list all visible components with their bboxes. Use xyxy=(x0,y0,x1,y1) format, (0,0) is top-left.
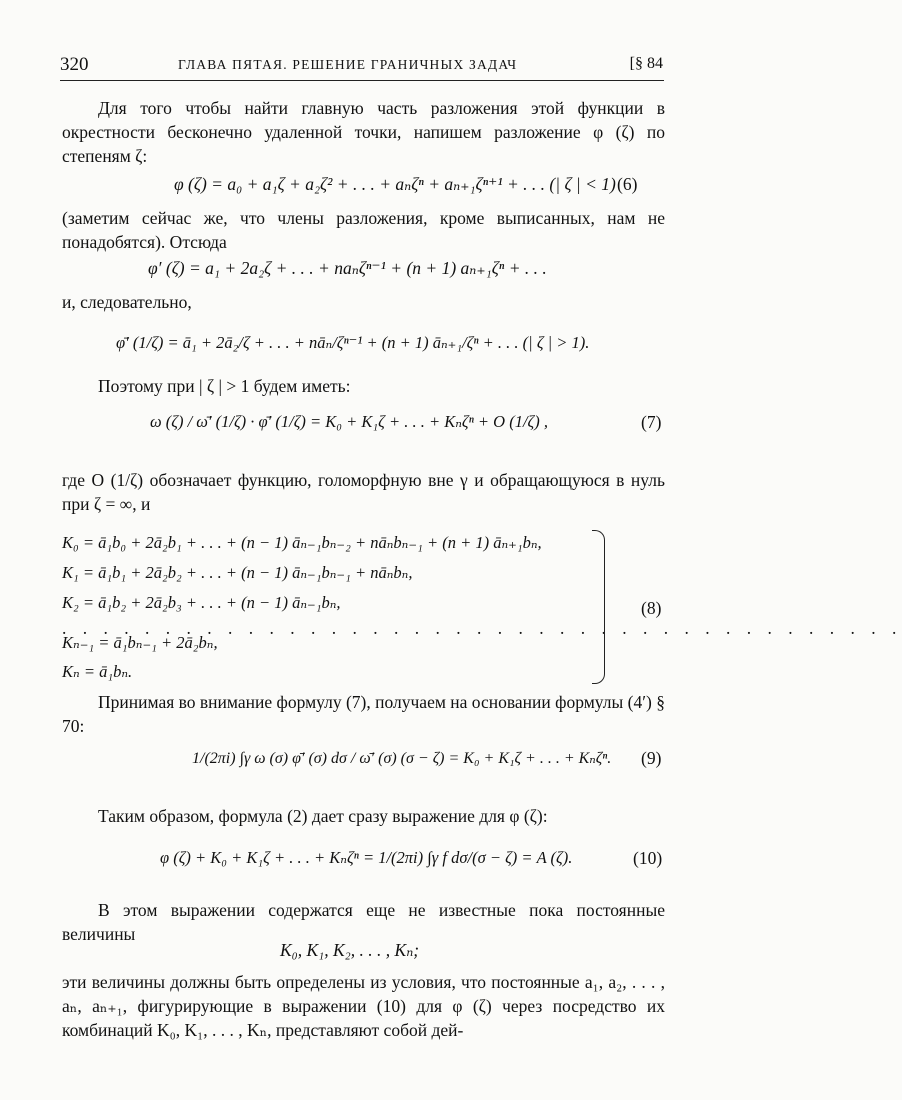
dots-row: . . . . . . . . . . . . . . . . . . . . . . . . . . . . . . . . . . . . . . . . . xyxy=(62,618,902,638)
paragraph-taking-into-account: Принимая во внимание формулу (7), получаем на основании формулы (4′) § 70: xyxy=(62,692,665,736)
k-line-2: K₂ = ā₁b₂ + 2ā₂b₃ + . . . + (n − 1) āₙ₋₁bₙ, xyxy=(62,593,341,612)
paragraph-where: где O (1/ζ) обозначает функцию, голоморфную вне γ и обращающуюся в нуль при ζ = ∞, и xyxy=(62,470,665,514)
page-number: 320 xyxy=(60,54,89,75)
header-rule xyxy=(60,80,664,81)
running-title: ГЛАВА ПЯТАЯ. РЕШЕНИЕ ГРАНИЧНЫХ ЗАДАЧ xyxy=(178,57,518,72)
equation-7: ω (ζ) / ω̄′ (1/ζ) · φ̄′ (1/ζ) = K₀ + K₁ζ + . . . + Kₙζⁿ + O (1/ζ) , xyxy=(150,412,548,431)
equation-number-10: (10) xyxy=(633,848,663,868)
paragraph-therefore: Поэтому при | ζ | > 1 будем иметь: xyxy=(98,376,351,396)
equation-10: φ (ζ) + K₀ + K₁ζ + . . . + Kₙζⁿ = 1/(2πi) ∫γ f dσ/(σ − ζ) = A (ζ). xyxy=(160,848,573,867)
equation-9: 1/(2πi) ∫γ ω (σ) φ̄′ (σ) dσ / ω̄′ (σ) (σ − ζ) = K₀ + K₁ζ + . . . + Kₙζⁿ. xyxy=(192,750,612,767)
k-line-0: K₀ = ā₁b₀ + 2ā₂b₁ + . . . + (n − 1) āₙ₋₁bₙ₋₂ + nāₙbₙ₋₁ + (n + 1) āₙ₊₁bₙ, xyxy=(62,533,542,552)
equation-conjugate: φ̄′ (1/ζ) = ā₁ + 2ā₂/ζ + . . . + nāₙ/ζⁿ⁻¹ + (n + 1) āₙ₊₁/ζⁿ + . . . (| ζ | > 1). xyxy=(116,333,590,352)
paragraph-consequently: и, следовательно, xyxy=(62,292,192,312)
section-number: [§ 84 xyxy=(629,55,663,72)
paragraph-remark: (заметим сейчас же, что члены разложения, кроме выписанных, нам не понадобятся). Отсюда xyxy=(62,208,665,252)
running-header xyxy=(60,54,663,78)
equation-6: φ (ζ) = a₀ + a₁ζ + a₂ζ² + . . . + aₙζⁿ + aₙ₊₁ζⁿ⁺¹ + . . . (| ζ | < 1) xyxy=(174,174,616,194)
k-line-n: Kₙ = ā₁bₙ. xyxy=(62,662,133,681)
paragraph-thus: Таким образом, формула (2) дает сразу выражение для φ (ζ): xyxy=(98,806,548,826)
equation-derivative: φ′ (ζ) = a₁ + 2a₂ζ + . . . + naₙζⁿ⁻¹ + (n + 1) aₙ₊₁ζⁿ + . . . xyxy=(148,258,547,278)
k-line-1: K₁ = ā₁b₁ + 2ā₂b₂ + . . . + (n − 1) āₙ₋₁bₙ₋₁ + nāₙbₙ, xyxy=(62,563,413,582)
equation-number-9: (9) xyxy=(641,748,662,768)
system-brace xyxy=(592,530,605,684)
paragraph-determined: эти величины должны быть определены из условия, что постоянные a₁, a₂, . . . , aₙ, aₙ₊₁, фигурирующие в выражении (10) для φ (ζ) через посредство их комбинаций K₀, K₁, . . . , Kₙ, представляют собой дей- xyxy=(62,972,665,1040)
equation-k-list: K₀, K₁, K₂, . . . , Kₙ; xyxy=(280,940,420,960)
paragraph-intro: Для того чтобы найти главную часть разложения этой функции в окрестности бесконечно удаленной точки, напишем разложение φ (ζ) по степеням ζ: xyxy=(62,98,665,166)
equation-number-8: (8) xyxy=(641,598,662,618)
equation-number-6: (6) xyxy=(617,174,638,194)
paragraph-unknown-constants: В этом выражении содержатся еще не известные пока постоянные величины xyxy=(62,900,665,944)
equation-number-7: (7) xyxy=(641,412,662,432)
k-line-n-minus-1: Kₙ₋₁ = ā₁bₙ₋₁ + 2ā₂bₙ, xyxy=(62,633,218,652)
